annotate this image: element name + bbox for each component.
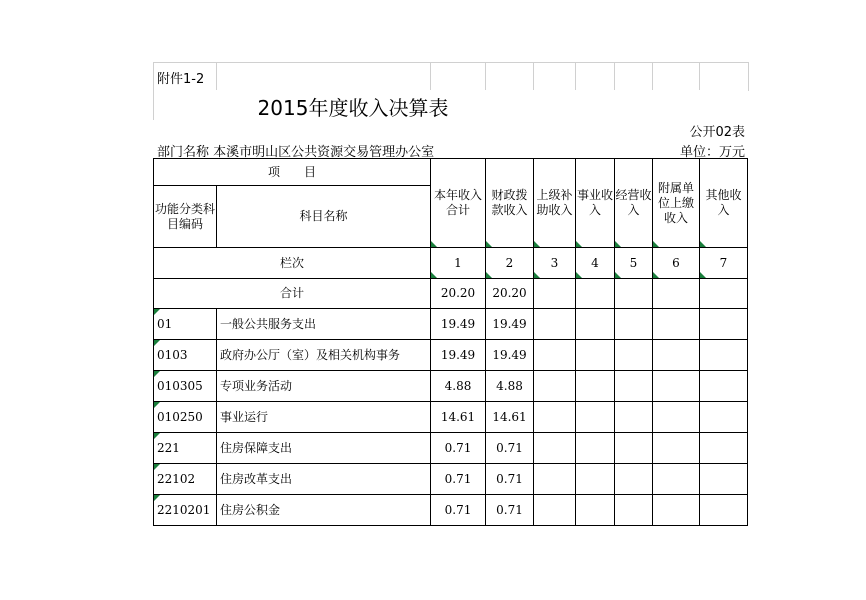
row-name: 住房公积金 bbox=[217, 495, 431, 526]
total-label: 合计 bbox=[154, 279, 431, 309]
total-row bbox=[154, 279, 748, 309]
header-total: 本年收入合计 bbox=[431, 159, 486, 248]
index-cell: 4 bbox=[576, 248, 615, 279]
table-row bbox=[154, 433, 748, 464]
gridline bbox=[652, 62, 653, 90]
row-total: 0.71 bbox=[431, 495, 486, 526]
page-title: 2015年度收入决算表 bbox=[257, 96, 449, 120]
row-total: 19.49 bbox=[431, 309, 486, 340]
row-total: 4.88 bbox=[431, 371, 486, 402]
table-row bbox=[154, 371, 748, 402]
attachment-label: 附件1-2 bbox=[157, 72, 205, 87]
row-fiscal: 4.88 bbox=[486, 371, 534, 402]
index-cell: 2 bbox=[486, 248, 534, 279]
gridline bbox=[430, 62, 431, 90]
index-cell: 1 bbox=[431, 248, 486, 279]
row-code: 22102 bbox=[154, 464, 217, 495]
income-table bbox=[153, 158, 748, 526]
row-fiscal: 19.49 bbox=[486, 340, 534, 371]
row-code: 2210201 bbox=[154, 495, 217, 526]
header-code: 功能分类科目编码 bbox=[154, 186, 217, 248]
index-cell: 5 bbox=[615, 248, 653, 279]
header-other: 其他收入 bbox=[700, 159, 748, 248]
header-affiliate: 附属单位上缴收入 bbox=[653, 159, 700, 248]
index-row-label: 栏次 bbox=[154, 248, 431, 279]
row-name: 事业运行 bbox=[217, 402, 431, 433]
gridline bbox=[533, 62, 534, 90]
row-total: 14.61 bbox=[431, 402, 486, 433]
row-fiscal: 19.49 bbox=[486, 309, 534, 340]
table-row bbox=[154, 309, 748, 340]
department-name: 部门名称 本溪市明山区公共资源交易管理办公室 bbox=[157, 145, 435, 160]
table-row bbox=[154, 340, 748, 371]
row-code: 221 bbox=[154, 433, 217, 464]
gridline bbox=[575, 62, 576, 90]
row-code: 010250 bbox=[154, 402, 217, 433]
row-name: 住房改革支出 bbox=[217, 464, 431, 495]
header-name: 科目名称 bbox=[217, 186, 431, 248]
top-gridline bbox=[153, 62, 749, 91]
index-cell: 6 bbox=[653, 248, 700, 279]
row-fiscal: 0.71 bbox=[486, 464, 534, 495]
row-total: 19.49 bbox=[431, 340, 486, 371]
row-name: 一般公共服务支出 bbox=[217, 309, 431, 340]
header-superior: 上级补助收入 bbox=[534, 159, 576, 248]
table-row bbox=[154, 464, 748, 495]
row-name: 专项业务活动 bbox=[217, 371, 431, 402]
row-fiscal: 14.61 bbox=[486, 402, 534, 433]
table-row bbox=[154, 495, 748, 526]
row-total: 0.71 bbox=[431, 433, 486, 464]
gridline bbox=[216, 62, 217, 90]
gridline bbox=[614, 62, 615, 90]
row-code: 01 bbox=[154, 309, 217, 340]
row-code: 0103 bbox=[154, 340, 217, 371]
row-name: 住房保障支出 bbox=[217, 433, 431, 464]
row-name: 政府办公厅（室）及相关机构事务 bbox=[217, 340, 431, 371]
row-code: 010305 bbox=[154, 371, 217, 402]
unit-label: 单位：万元 bbox=[679, 145, 745, 160]
header-operating: 经营收入 bbox=[615, 159, 653, 248]
table-row bbox=[154, 402, 748, 433]
row-fiscal: 0.71 bbox=[486, 495, 534, 526]
header-project: 项 目 bbox=[154, 159, 431, 186]
total-income: 20.20 bbox=[431, 279, 486, 309]
index-cell: 3 bbox=[534, 248, 576, 279]
gridline bbox=[485, 62, 486, 90]
total-fiscal: 20.20 bbox=[486, 279, 534, 309]
public-table-number: 公开02表 bbox=[689, 125, 745, 140]
index-cell: 7 bbox=[700, 248, 748, 279]
gridline bbox=[699, 62, 700, 90]
header-fiscal: 财政拨款收入 bbox=[486, 159, 534, 248]
row-fiscal: 0.71 bbox=[486, 433, 534, 464]
header-business: 事业收入 bbox=[576, 159, 615, 248]
row-total: 0.71 bbox=[431, 464, 486, 495]
